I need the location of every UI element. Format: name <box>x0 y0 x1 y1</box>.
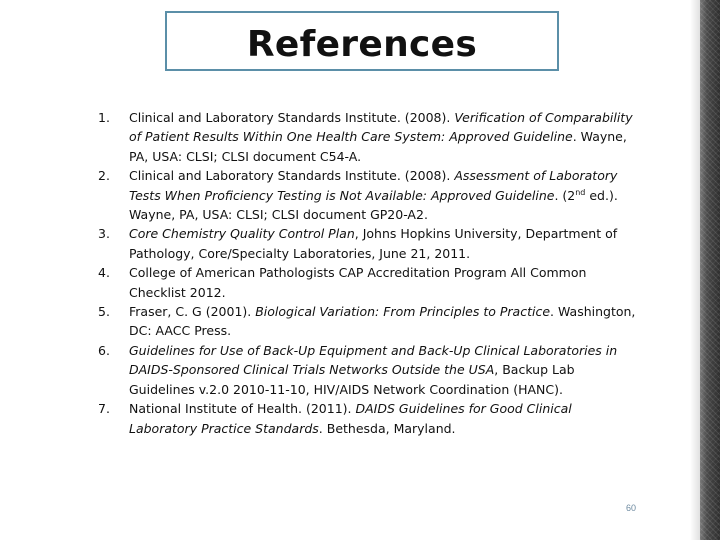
reference-title-italic: Guidelines for Use of Back-Up Equipment and Back-Up Clinical Laboratories in DAIDS-Sponsored Clinical Trials Networks Outside the USA <box>129 342 618 378</box>
reference-superscript: nd <box>575 187 586 197</box>
reference-title-italic: Assessment of Laboratory Tests When Proficiency Testing is Not Available: Approved Guideline <box>129 168 618 203</box>
reference-text-segment: Fraser, C. G (2001). <box>129 304 256 320</box>
reference-text <box>129 265 586 299</box>
reference-text <box>129 343 617 397</box>
reference-title-italic: Biological Variation: From Principles to Practice <box>255 304 551 320</box>
reference-item <box>98 108 643 166</box>
reference-title-italic: DAIDS Guidelines for Good Clinical Laboratory Practice Standards <box>129 401 572 436</box>
reference-text <box>129 226 617 260</box>
reference-item <box>98 263 643 302</box>
slide-title: References <box>246 23 478 65</box>
reference-number: 2. <box>98 168 110 184</box>
reference-text-segment: , Johns Hopkins University, Department of Pathology, Core/Specialty Laboratories, June 21, 2011. <box>129 226 618 261</box>
reference-number: 4. <box>98 265 110 281</box>
reference-item <box>98 166 643 224</box>
reference-item <box>98 399 643 438</box>
reference-number: 3. <box>98 226 110 242</box>
reference-number: 5. <box>98 304 110 320</box>
reference-item <box>98 224 643 263</box>
reference-item <box>98 302 643 341</box>
reference-title-italic: Core Chemistry Quality Control Plan <box>129 226 355 242</box>
page-number: 60 <box>626 503 637 513</box>
reference-text-segment: . (2 <box>554 187 576 203</box>
reference-title-italic: Verification of Comparability of Patient Results Within One Health Care System: Approved Guideline <box>129 110 633 145</box>
reference-text-segment: Clinical and Laboratory Standards Institute. (2008). <box>129 110 455 125</box>
reference-number: 7. <box>98 401 110 417</box>
reference-number: 1. <box>98 110 110 125</box>
slide-edge-border <box>700 0 720 540</box>
reference-text-segment: . Wayne, PA, USA: CLSI; CLSI document C54-A. <box>129 129 627 164</box>
title-box <box>165 11 559 71</box>
slide-edge-shadow <box>690 0 700 540</box>
reference-text <box>129 304 635 338</box>
reference-number: 6. <box>98 342 110 358</box>
reference-text-segment: ed.). Wayne, PA, USA: CLSI; CLSI document GP20-A2. <box>129 187 618 223</box>
reference-text-segment: College of American Pathologists CAP Accreditation Program All Common Checklist 2012. <box>129 265 587 300</box>
reference-text-segment: . Washington, DC: AACC Press. <box>129 304 636 339</box>
reference-text-segment: , Backup Lab Guidelines v.2.0 2010-11-10, HIV/AIDS Network Coordination (HANC). <box>129 362 575 397</box>
references-list <box>98 108 643 438</box>
reference-text <box>129 168 618 222</box>
reference-text-segment: National Institute of Health. (2011). <box>129 401 356 417</box>
reference-text <box>129 110 633 164</box>
reference-text-segment: Clinical and Laboratory Standards Institute. (2008). <box>129 168 455 184</box>
reference-item <box>98 341 643 399</box>
reference-text-segment: . Bethesda, Maryland. <box>318 420 456 436</box>
reference-text <box>129 401 572 435</box>
